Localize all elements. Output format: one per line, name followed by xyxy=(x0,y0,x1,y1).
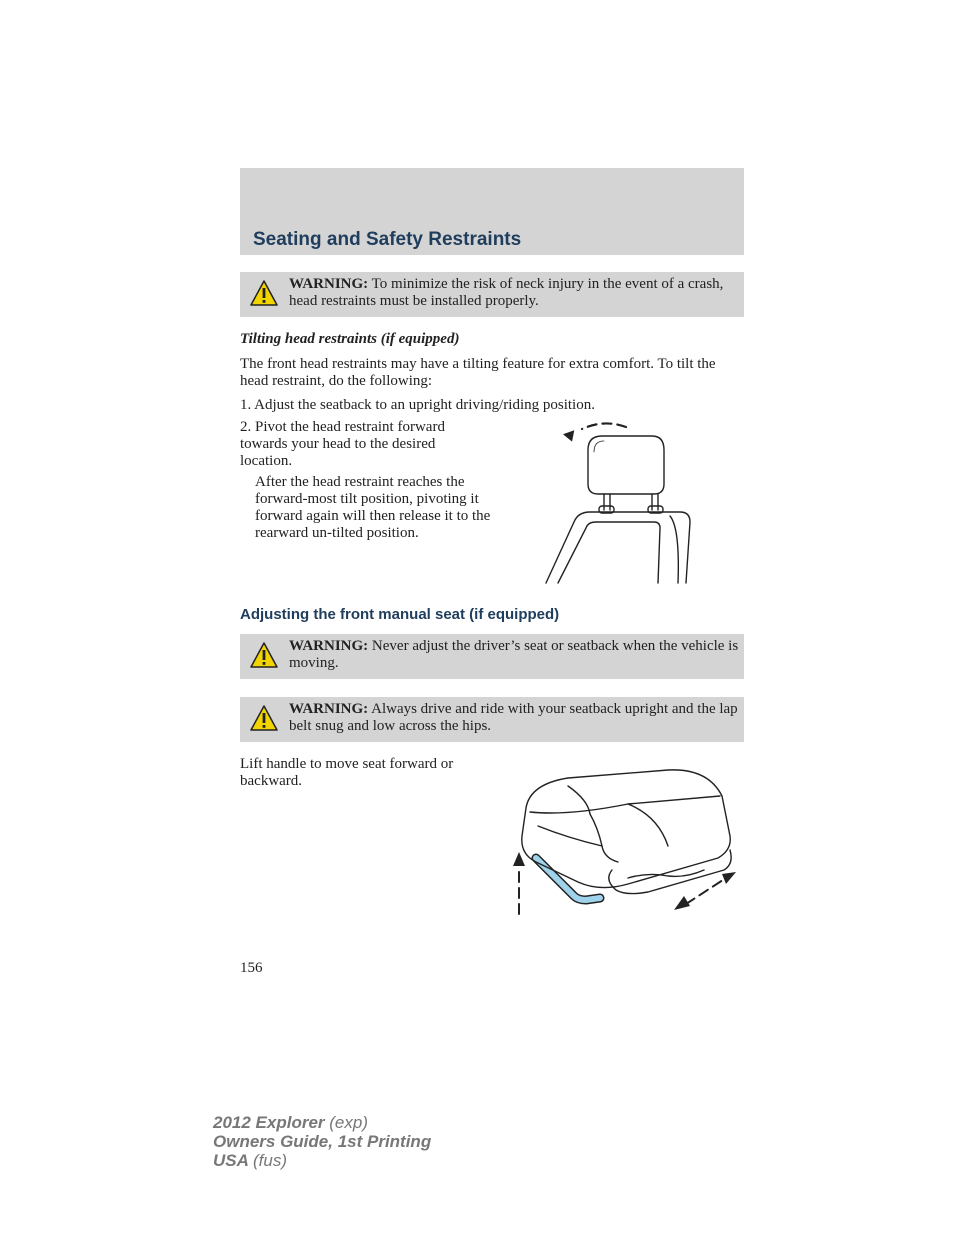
footer-line-model xyxy=(213,1113,431,1132)
paragraph-step-1: 1. Adjust the seatback to an upright driving/riding position. xyxy=(240,397,595,413)
warning-triangle-icon xyxy=(249,279,279,307)
footer-model-code: (exp) xyxy=(329,1113,368,1132)
warning-label: WARNING: xyxy=(289,701,369,717)
section-header xyxy=(240,168,744,255)
warning-box xyxy=(240,697,744,742)
warning-message: Always drive and ride with your seatback upright and the lap belt snug and low across the hips. xyxy=(289,701,738,734)
footer-region: USA xyxy=(213,1151,249,1170)
footer-guide: Owners Guide, 1st Printing xyxy=(213,1132,432,1151)
warning-text xyxy=(289,701,739,734)
warning-box xyxy=(240,634,744,679)
warning-box xyxy=(240,272,744,317)
print-footer xyxy=(213,1113,431,1170)
warning-text xyxy=(289,276,739,309)
warning-message: To minimize the risk of neck injury in the event of a crash, head restraints must be installed properly. xyxy=(289,276,724,309)
paragraph-step-2: 2. Pivot the head restraint forward towards your head to the desired location. xyxy=(240,419,445,469)
footer-region-code: (fus) xyxy=(253,1151,287,1170)
page-number: 156 xyxy=(240,960,263,976)
warning-label: WARNING: xyxy=(289,276,369,292)
warning-text xyxy=(289,638,739,671)
paragraph-note: After the head restraint reaches the forward-most tilt position, pivoting it forward again will then release it to the rearward un-tilted position. xyxy=(255,474,491,541)
paragraph-intro: The front head restraints may have a tilting feature for extra comfort. To tilt the head restraint, do the following: xyxy=(240,356,716,389)
paragraph-lift-handle: Lift handle to move seat forward or backward. xyxy=(240,756,454,789)
section-title: Seating and Safety Restraints xyxy=(253,229,522,250)
warning-label: WARNING: xyxy=(289,638,369,654)
head-restraint-illustration xyxy=(540,418,700,586)
subheading-adjusting: Adjusting the front manual seat (if equipped) xyxy=(240,606,560,623)
footer-line-region xyxy=(213,1151,431,1170)
subheading-tilting: Tilting head restraints (if equipped) xyxy=(240,331,460,347)
warning-message: Never adjust the driver’s seat or seatback when the vehicle is moving. xyxy=(289,638,739,671)
seat-cushion-illustration xyxy=(508,766,744,918)
warning-triangle-icon xyxy=(249,641,279,669)
footer-line-guide xyxy=(213,1132,431,1151)
warning-triangle-icon xyxy=(249,704,279,732)
footer-model: 2012 Explorer xyxy=(213,1113,325,1132)
